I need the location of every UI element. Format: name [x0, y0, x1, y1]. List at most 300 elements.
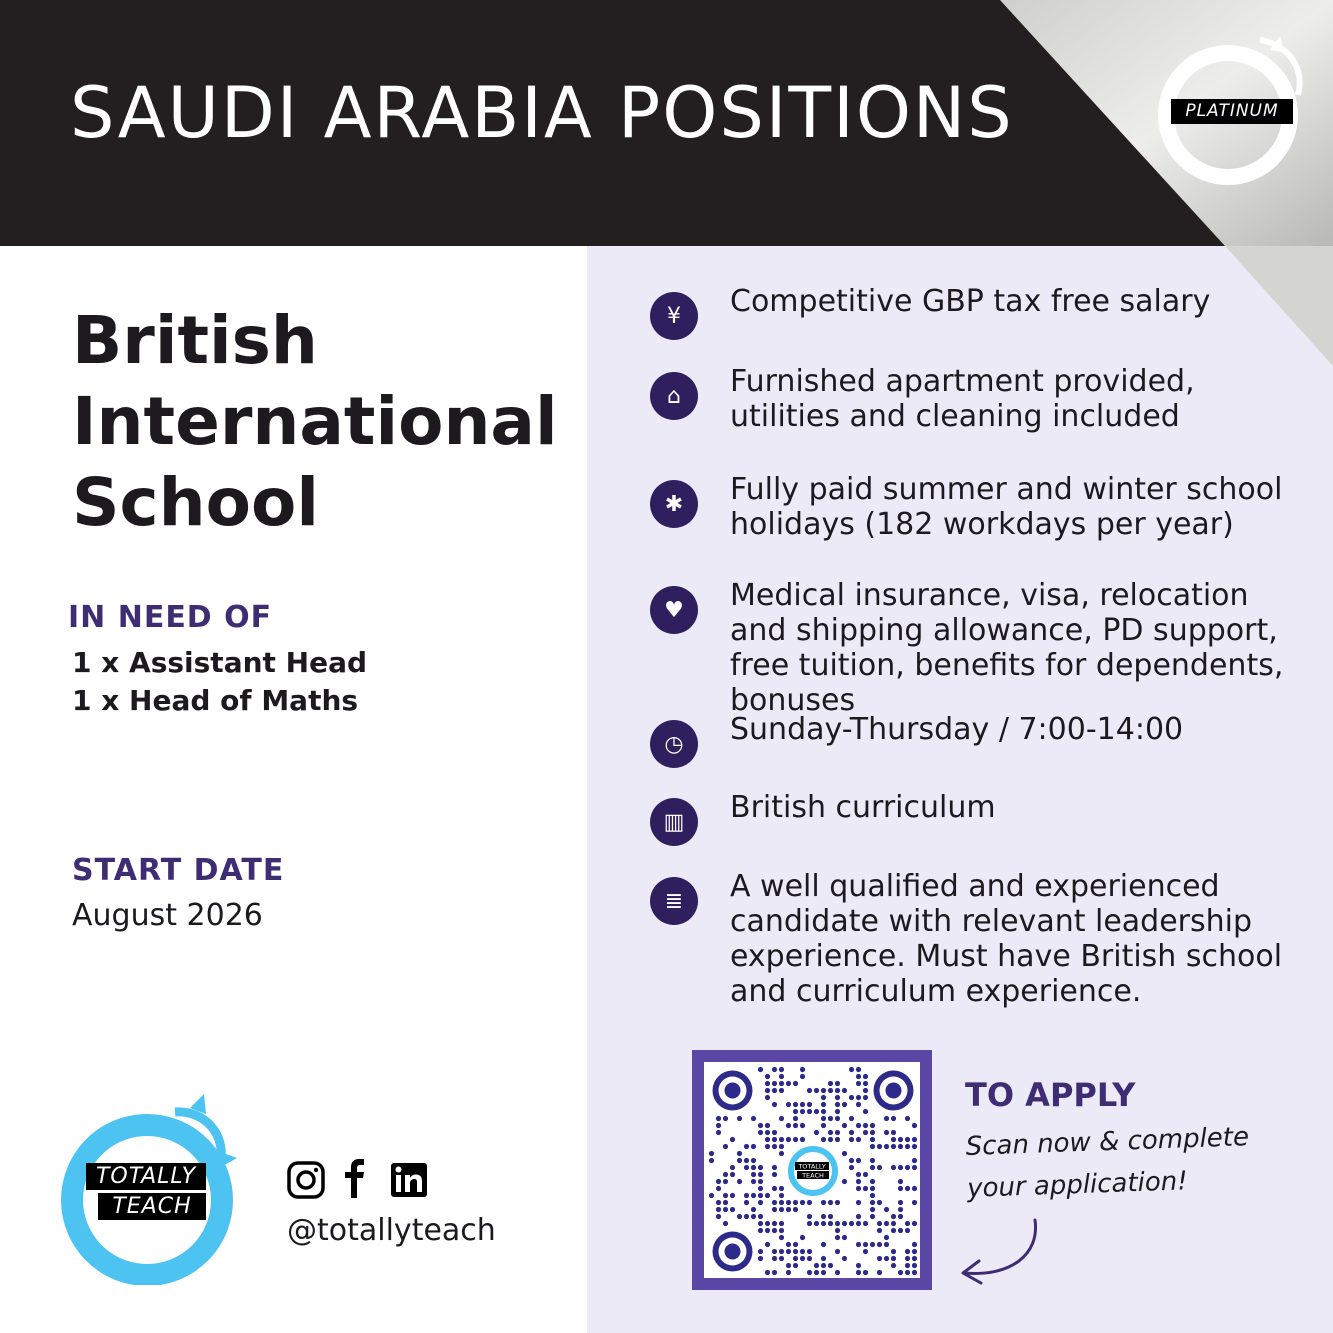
qr-dot [737, 1116, 742, 1121]
qr-dot [898, 1186, 903, 1191]
qr-dot [723, 1221, 728, 1226]
yen-icon: ¥ [650, 292, 698, 340]
qr-dot [863, 1088, 868, 1093]
qr-dot [835, 1200, 840, 1205]
qr-dot [716, 1123, 721, 1128]
qr-dot [786, 1249, 791, 1254]
qr-dot [716, 1130, 721, 1135]
qr-dot [877, 1228, 882, 1233]
benefit-text: Competitive GBP tax free salary [730, 284, 1211, 319]
qr-dot [912, 1158, 917, 1163]
qr-dot [793, 1137, 798, 1142]
social-icons [287, 1158, 437, 1203]
qr-dot [800, 1235, 805, 1240]
qr-dot [863, 1242, 868, 1247]
qr-dot [800, 1137, 805, 1142]
qr-dot [828, 1081, 833, 1086]
qr-dot [807, 1249, 812, 1254]
qr-dot [891, 1137, 896, 1142]
qr-dot [821, 1221, 826, 1226]
qr-dot [765, 1074, 770, 1079]
qr-dot [737, 1158, 742, 1163]
social-handle[interactable]: @totallyteach [287, 1213, 496, 1248]
qr-finder-core [725, 1083, 741, 1099]
qr-dot [793, 1081, 798, 1086]
qr-dot [800, 1200, 805, 1205]
qr-dot [744, 1165, 749, 1170]
qr-dot [800, 1102, 805, 1107]
qr-dot [716, 1200, 721, 1205]
qr-dot [856, 1186, 861, 1191]
positions-list [72, 644, 367, 720]
qr-dot [807, 1214, 812, 1219]
qr-dot [814, 1109, 819, 1114]
qr-dot [786, 1200, 791, 1205]
qr-dot [905, 1116, 910, 1121]
qr-dot [870, 1137, 875, 1142]
qr-dot [793, 1263, 798, 1268]
qr-dot [912, 1270, 917, 1275]
to-apply-heading: TO APPLY [965, 1076, 1136, 1114]
qr-dot [758, 1214, 763, 1219]
qr-dot [842, 1151, 847, 1156]
qr-dot [821, 1088, 826, 1093]
qr-dot [849, 1165, 854, 1170]
qr-dot [835, 1235, 840, 1240]
qr-dot [842, 1102, 847, 1107]
qr-dot [730, 1172, 735, 1177]
qr-dot [891, 1256, 896, 1261]
qr-dot [856, 1270, 861, 1275]
qr-dot [905, 1165, 910, 1170]
qr-dot [779, 1144, 784, 1149]
qr-dot [772, 1130, 777, 1135]
qr-dot [793, 1256, 798, 1261]
heart-icon: ♥ [650, 586, 698, 634]
qr-dot [842, 1123, 847, 1128]
qr-dot [751, 1165, 756, 1170]
qr-dot [751, 1116, 756, 1121]
position-item: 1 x Assistant Head [72, 646, 368, 679]
qr-dot [856, 1172, 861, 1177]
qr-dot [786, 1270, 791, 1275]
qr-dot [835, 1270, 840, 1275]
qr-dot [800, 1109, 805, 1114]
apply-instructions: Scan now & complete your application! [965, 1122, 1250, 1204]
benefit-text: British curriculum [730, 790, 996, 825]
qr-dot [870, 1186, 875, 1191]
qr-dot [807, 1109, 812, 1114]
qr-dot [877, 1200, 882, 1205]
qr-dot [751, 1179, 756, 1184]
qr-dot [905, 1186, 910, 1191]
qr-dot [870, 1158, 875, 1163]
qr-dot [849, 1137, 854, 1142]
page-title: SAUDI ARABIA POSITIONS [70, 72, 1014, 154]
qr-dot [772, 1172, 777, 1177]
qr-dot [779, 1221, 784, 1226]
qr-dot [863, 1095, 868, 1100]
qr-dot [779, 1067, 784, 1072]
qr-dot [877, 1270, 882, 1275]
qr-dot [863, 1074, 868, 1079]
qr-dot [905, 1270, 910, 1275]
qr-dot [765, 1221, 770, 1226]
qr-dot [730, 1207, 735, 1212]
qr-dot [828, 1116, 833, 1121]
qr-dot [723, 1200, 728, 1205]
qr-dot [863, 1130, 868, 1135]
qr-dot [723, 1207, 728, 1212]
qr-dot [821, 1242, 826, 1247]
qr-dot [898, 1207, 903, 1212]
qr-dot [891, 1130, 896, 1135]
qr-dot [709, 1151, 714, 1156]
qr-dot [835, 1109, 840, 1114]
qr-dot [828, 1137, 833, 1142]
qr-dot [751, 1207, 756, 1212]
qr-dot [821, 1214, 826, 1219]
qr-dot [891, 1214, 896, 1219]
qr-dot [744, 1200, 749, 1205]
qr-dot [737, 1179, 742, 1184]
qr-dot [835, 1221, 840, 1226]
qr-dot [828, 1221, 833, 1226]
qr-dot [877, 1256, 882, 1261]
qr-dot [891, 1221, 896, 1226]
logo-text-line: TEACH [98, 1193, 206, 1220]
qr-dot [807, 1200, 812, 1205]
qr-dot [856, 1137, 861, 1142]
qr-dot [898, 1137, 903, 1142]
qr-dot [765, 1081, 770, 1086]
qr-dot [856, 1179, 861, 1184]
qr-dot [912, 1123, 917, 1128]
qr-dot [765, 1130, 770, 1135]
qr-dot [891, 1165, 896, 1170]
qr-dot [912, 1221, 917, 1226]
benefit-text: Medical insurance, visa, relocation and shipping allowance, PD support, free tuition, benefits for dependents, bonuses [730, 578, 1284, 718]
qr-dot [758, 1172, 763, 1177]
qr-dot [912, 1165, 917, 1170]
qr-dot [870, 1200, 875, 1205]
qr-dot [744, 1158, 749, 1163]
qr-dot [793, 1109, 798, 1114]
qr-dot [800, 1123, 805, 1128]
qr-dot [779, 1249, 784, 1254]
qr-logo-text: TOTALLY [798, 1162, 826, 1171]
qr-dot [912, 1186, 917, 1191]
qr-dot [856, 1102, 861, 1107]
qr-dot [835, 1102, 840, 1107]
qr-dot [898, 1270, 903, 1275]
qr-dot [765, 1270, 770, 1275]
qr-dot [884, 1130, 889, 1135]
qr-dot [828, 1200, 833, 1205]
qr-dot [835, 1130, 840, 1135]
qr-dot [814, 1270, 819, 1275]
qr-dot [793, 1102, 798, 1107]
qr-dot [884, 1235, 889, 1240]
qr-dot [835, 1081, 840, 1086]
qr-dot [786, 1123, 791, 1128]
qr-dot [856, 1158, 861, 1163]
qr-dot [821, 1102, 826, 1107]
qr-dot [905, 1256, 910, 1261]
qr-dot [863, 1123, 868, 1128]
qr-dot [758, 1193, 763, 1198]
benefit-text: Sunday-Thursday / 7:00-14:00 [730, 712, 1184, 747]
qr-dot [821, 1263, 826, 1268]
qr-dot [772, 1228, 777, 1233]
qr-dot [751, 1158, 756, 1163]
qr-dot [765, 1144, 770, 1149]
qr-dot [772, 1200, 777, 1205]
qr-dot [765, 1123, 770, 1128]
qr-dot [751, 1144, 756, 1149]
qr-dot [800, 1074, 805, 1079]
linkedin-icon[interactable] [391, 1163, 427, 1197]
qr-dot [884, 1256, 889, 1261]
qr-dot [709, 1193, 714, 1198]
qr-dot [779, 1207, 784, 1212]
qr-dot [716, 1214, 721, 1219]
qr-dot [905, 1144, 910, 1149]
qr-dot [821, 1256, 826, 1261]
qr-dot [807, 1102, 812, 1107]
curved-arrow-icon [955, 1215, 1055, 1290]
qr-dot [772, 1221, 777, 1226]
qr-dot [716, 1179, 721, 1184]
qr-dot [772, 1270, 777, 1275]
facebook-icon[interactable] [345, 1159, 364, 1198]
qr-dot [723, 1179, 728, 1184]
school-name-line: International [72, 383, 558, 460]
qr-dot [891, 1249, 896, 1254]
qr-dot [828, 1214, 833, 1219]
qr-dot [723, 1193, 728, 1198]
qr-dot [751, 1193, 756, 1198]
qr-dot [772, 1165, 777, 1170]
qr-dot [905, 1228, 910, 1233]
qr-dot [849, 1116, 854, 1121]
qr-dot [814, 1263, 819, 1268]
qr-dot [807, 1256, 812, 1261]
qr-dot [751, 1172, 756, 1177]
qr-dot [730, 1193, 735, 1198]
qr-dot [744, 1214, 749, 1219]
position-item: 1 x Head of Maths [72, 684, 359, 717]
qr-dot [884, 1116, 889, 1121]
qr-dot [793, 1242, 798, 1247]
qr-dot [905, 1263, 910, 1268]
qr-dot [772, 1207, 777, 1212]
qr-dot [870, 1193, 875, 1198]
qr-dot [891, 1116, 896, 1121]
in-need-of-heading: IN NEED OF [68, 600, 273, 635]
qr-dot [821, 1123, 826, 1128]
qr-dot [856, 1214, 861, 1219]
logo-text-line: TOTALLY [86, 1163, 206, 1190]
qr-dot [891, 1144, 896, 1149]
qr-dot [758, 1179, 763, 1184]
qr-dot [779, 1235, 784, 1240]
qr-dot [835, 1137, 840, 1142]
qr-dot [912, 1200, 917, 1205]
qr-dot [863, 1270, 868, 1275]
qr-dot [828, 1088, 833, 1093]
qr-dot [849, 1095, 854, 1100]
qr-dot [786, 1263, 791, 1268]
qr-dot [842, 1221, 847, 1226]
qr-dot [744, 1193, 749, 1198]
qr-dot [758, 1256, 763, 1261]
school-name-line: British [72, 302, 318, 379]
qr-dot [779, 1193, 784, 1198]
qr-dot [856, 1074, 861, 1079]
qr-dot [898, 1179, 903, 1184]
qr-finder-core [725, 1244, 741, 1260]
qr-dot [758, 1200, 763, 1205]
qr-dot [905, 1249, 910, 1254]
qr-dot [821, 1109, 826, 1114]
qr-dot [793, 1200, 798, 1205]
qr-dot [821, 1116, 826, 1121]
qr-dot [772, 1081, 777, 1086]
qr-dot [835, 1116, 840, 1121]
qr-dot [758, 1249, 763, 1254]
qr-dot [772, 1067, 777, 1072]
qr-dot [821, 1095, 826, 1100]
qr-pattern [704, 1062, 920, 1278]
qr-dot [863, 1221, 868, 1226]
qr-dot [849, 1130, 854, 1135]
qr-dot [870, 1179, 875, 1184]
qr-dot [758, 1130, 763, 1135]
qr-dot [779, 1081, 784, 1086]
qr-dot [870, 1130, 875, 1135]
qr-dot [849, 1158, 854, 1163]
qr-dot [835, 1095, 840, 1100]
qr-dot [863, 1172, 868, 1177]
qr-code[interactable] [692, 1050, 932, 1290]
qr-dot [723, 1172, 728, 1177]
qr-dot [730, 1165, 735, 1170]
qr-dot [891, 1263, 896, 1268]
qr-dot [765, 1095, 770, 1100]
qr-dot [856, 1095, 861, 1100]
qr-dot [884, 1242, 889, 1247]
qr-dot [807, 1270, 812, 1275]
qr-dot [856, 1242, 861, 1247]
qr-dot [863, 1081, 868, 1086]
instagram-icon[interactable] [289, 1163, 323, 1197]
qr-dot [863, 1186, 868, 1191]
qr-dot [898, 1228, 903, 1233]
qr-dot [835, 1228, 840, 1233]
qr-dot [821, 1270, 826, 1275]
qr-logo-text: TEACH [802, 1171, 824, 1180]
qr-dot [870, 1144, 875, 1149]
qr-dot [772, 1186, 777, 1191]
qr-dot [779, 1088, 784, 1093]
qr-dot [716, 1207, 721, 1212]
qr-dot [877, 1165, 882, 1170]
qr-dot [800, 1256, 805, 1261]
qr-dot [877, 1144, 882, 1149]
qr-dot [856, 1221, 861, 1226]
qr-dot [772, 1249, 777, 1254]
qr-dot [758, 1228, 763, 1233]
book-icon: ▥ [650, 798, 698, 846]
qr-dot [905, 1221, 910, 1226]
qr-dot [723, 1144, 728, 1149]
qr-dot [765, 1193, 770, 1198]
qr-dot [807, 1088, 812, 1093]
qr-dot [786, 1081, 791, 1086]
qr-dot [912, 1263, 917, 1268]
qr-dot [870, 1242, 875, 1247]
qr-dot [884, 1207, 889, 1212]
qr-dot [912, 1137, 917, 1142]
qr-dot [870, 1123, 875, 1128]
qr-dot [793, 1249, 798, 1254]
qr-dot [842, 1088, 847, 1093]
qr-dot [870, 1165, 875, 1170]
qr-dot [786, 1102, 791, 1107]
clock-icon: ◷ [650, 720, 698, 768]
qr-dot [828, 1263, 833, 1268]
palm-tree-icon: ✱ [650, 480, 698, 528]
qr-dot [807, 1221, 812, 1226]
qr-dot [772, 1144, 777, 1149]
qr-dot [912, 1242, 917, 1247]
qr-dot [814, 1130, 819, 1135]
qr-dot [856, 1263, 861, 1268]
qr-dot [856, 1081, 861, 1086]
qr-dot [737, 1151, 742, 1156]
qr-dot [898, 1144, 903, 1149]
qr-dot [842, 1256, 847, 1261]
qr-dot [786, 1207, 791, 1212]
qr-dot [772, 1256, 777, 1261]
qr-dot [779, 1200, 784, 1205]
benefit-text: Fully paid summer and winter school holidays (182 workdays per year) [730, 472, 1283, 542]
qr-dot [716, 1116, 721, 1121]
house-icon: ⌂ [650, 372, 698, 420]
qr-dot [856, 1067, 861, 1072]
qr-dot [779, 1137, 784, 1142]
qr-dot [793, 1123, 798, 1128]
qr-dot [765, 1137, 770, 1142]
qr-dot [898, 1165, 903, 1170]
qr-dot [814, 1221, 819, 1226]
qr-dot [793, 1116, 798, 1121]
qr-code-matrix [704, 1062, 920, 1278]
qr-dot [779, 1186, 784, 1191]
benefit-text: Furnished apartment provided, utilities and cleaning included [730, 364, 1195, 434]
qr-dot [793, 1207, 798, 1212]
qr-dot [786, 1242, 791, 1247]
qr-dot [912, 1144, 917, 1149]
qr-dot [765, 1242, 770, 1247]
qr-dot [800, 1249, 805, 1254]
qr-dot [786, 1137, 791, 1142]
qr-dot [758, 1123, 763, 1128]
qr-dot [758, 1067, 763, 1072]
qr-dot [800, 1067, 805, 1072]
qr-dot [821, 1137, 826, 1142]
